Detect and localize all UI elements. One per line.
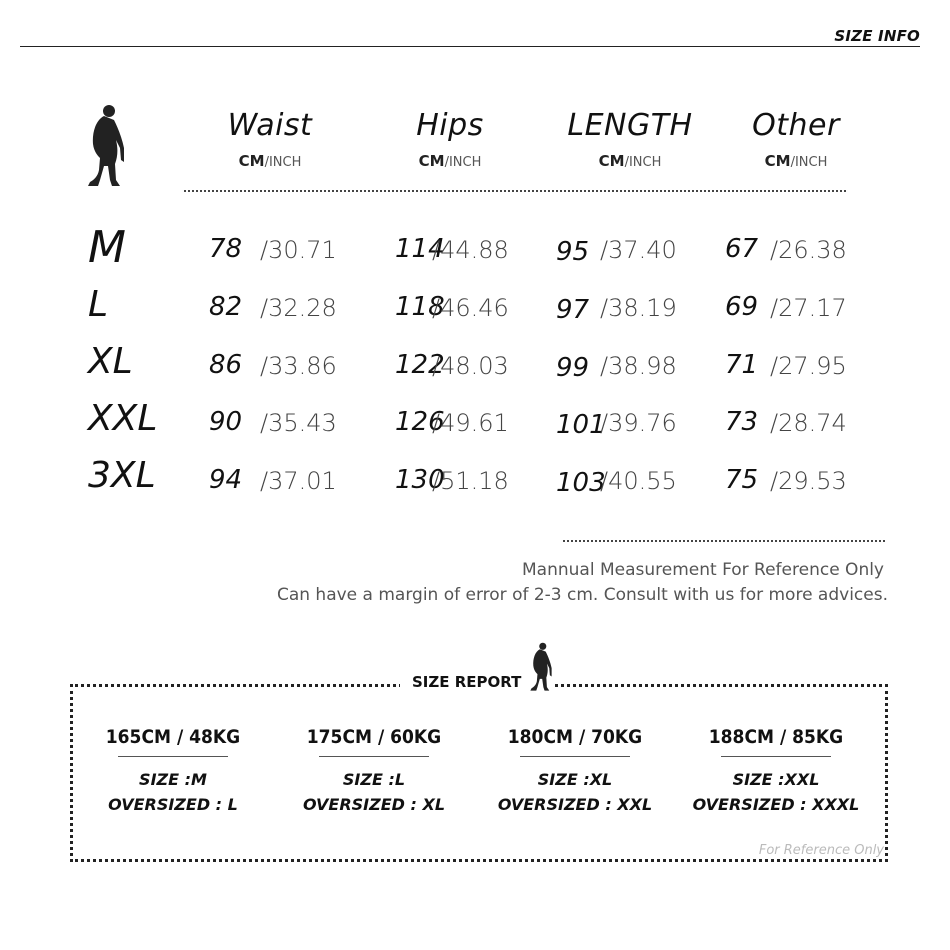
cell-cm: 86: [209, 350, 243, 380]
cell-cm: 73: [725, 407, 759, 437]
col-head-hips: Hips: [416, 108, 484, 143]
report-item: [274, 726, 474, 817]
cell-cm: 99: [556, 353, 590, 383]
note-line-1: Mannual Measurement For Reference Only: [522, 560, 884, 580]
report-item: [73, 726, 273, 817]
report-rule: [520, 756, 630, 757]
cell-inch: /27.17: [770, 294, 847, 322]
cell-inch: /38.98: [600, 352, 677, 380]
report-rule: [319, 756, 429, 757]
cell-inch: /40.55: [600, 467, 677, 495]
header-divider: [20, 46, 920, 47]
size-label-xl: XL: [88, 341, 133, 382]
report-height-weight: 180CM / 70KG: [507, 726, 643, 748]
col-head-waist: Waist: [227, 108, 313, 143]
report-size: SIZE :XL: [537, 770, 613, 789]
ape-figure-icon: [528, 642, 554, 692]
report-size: SIZE :XXL: [732, 770, 820, 789]
report-oversized: OVERSIZED : XXXL: [692, 795, 860, 814]
cell-cm: 114: [395, 234, 445, 264]
cell-cm: 69: [725, 292, 759, 322]
note-line-2: Can have a margin of error of 2-3 cm. Consult with us for more advices.: [276, 585, 888, 605]
cell-inch: /38.19: [600, 294, 677, 322]
cell-cm: 75: [725, 465, 759, 495]
cell-inch: /29.53: [770, 467, 847, 495]
notes-dotted-divider: [563, 540, 885, 542]
report-item: [676, 726, 876, 817]
header-dotted-divider: [184, 190, 846, 192]
cell-inch: /26.38: [770, 236, 847, 264]
cell-inch: /48.03: [432, 352, 509, 380]
report-rule: [721, 756, 831, 757]
cell-inch: /46.46: [432, 294, 509, 322]
ape-figure-icon: [84, 104, 128, 188]
cell-inch: /39.76: [600, 409, 677, 437]
col-unit-length: CM/INCH: [598, 152, 662, 170]
col-unit-waist: CM/INCH: [238, 152, 302, 170]
size-report-heading: [400, 672, 533, 691]
cell-cm: 122: [395, 350, 445, 380]
report-oversized: OVERSIZED : XXL: [497, 795, 653, 814]
report-height-weight: 175CM / 60KG: [306, 726, 442, 748]
cell-cm: 71: [725, 350, 759, 380]
cell-cm: 130: [395, 465, 445, 495]
cell-cm: 67: [725, 234, 759, 264]
cell-inch: /49.61: [432, 409, 509, 437]
size-label-m: M: [88, 222, 126, 273]
report-rule: [118, 756, 228, 757]
cell-inch: /28.74: [770, 409, 847, 437]
cell-cm: 82: [209, 292, 243, 322]
cell-inch: /44.88: [432, 236, 509, 264]
size-label-3xl: 3XL: [88, 455, 156, 496]
col-head-length: LENGTH: [567, 108, 693, 143]
cell-cm: 118: [395, 292, 445, 322]
cell-inch: /33.86: [260, 352, 337, 380]
col-unit-hips: CM/INCH: [418, 152, 482, 170]
report-size: SIZE :M: [139, 770, 207, 789]
cell-cm: 97: [556, 295, 590, 325]
cell-cm: 95: [556, 237, 590, 267]
cell-inch: /35.43: [260, 409, 337, 437]
report-height-weight: 188CM / 85KG: [708, 726, 844, 748]
cell-inch: /32.28: [260, 294, 337, 322]
cell-cm: 126: [395, 407, 445, 437]
size-label-l: L: [88, 284, 109, 325]
cell-inch: /27.95: [770, 352, 847, 380]
cell-inch: /37.01: [260, 467, 337, 495]
size-info-title: SIZE INFO: [834, 27, 920, 45]
report-oversized: OVERSIZED : L: [108, 795, 238, 814]
cell-cm: 78: [209, 234, 243, 264]
cell-cm: 101: [556, 410, 606, 440]
cell-inch: /30.71: [260, 236, 337, 264]
col-unit-other: CM/INCH: [764, 152, 828, 170]
report-size: SIZE :L: [342, 770, 406, 789]
report-oversized: OVERSIZED : XL: [302, 795, 446, 814]
cell-cm: 94: [209, 465, 243, 495]
cell-inch: /51.18: [432, 467, 509, 495]
report-item: [475, 726, 675, 817]
report-height-weight: 165CM / 48KG: [105, 726, 241, 748]
col-head-other: Other: [752, 108, 840, 143]
cell-cm: 103: [556, 468, 606, 498]
cell-inch: /37.40: [600, 236, 677, 264]
reference-only-note: For Reference Only: [758, 843, 884, 858]
size-label-xxl: XXL: [88, 398, 158, 439]
cell-cm: 90: [209, 407, 243, 437]
size-report-title: SIZE REPORT: [412, 673, 522, 691]
